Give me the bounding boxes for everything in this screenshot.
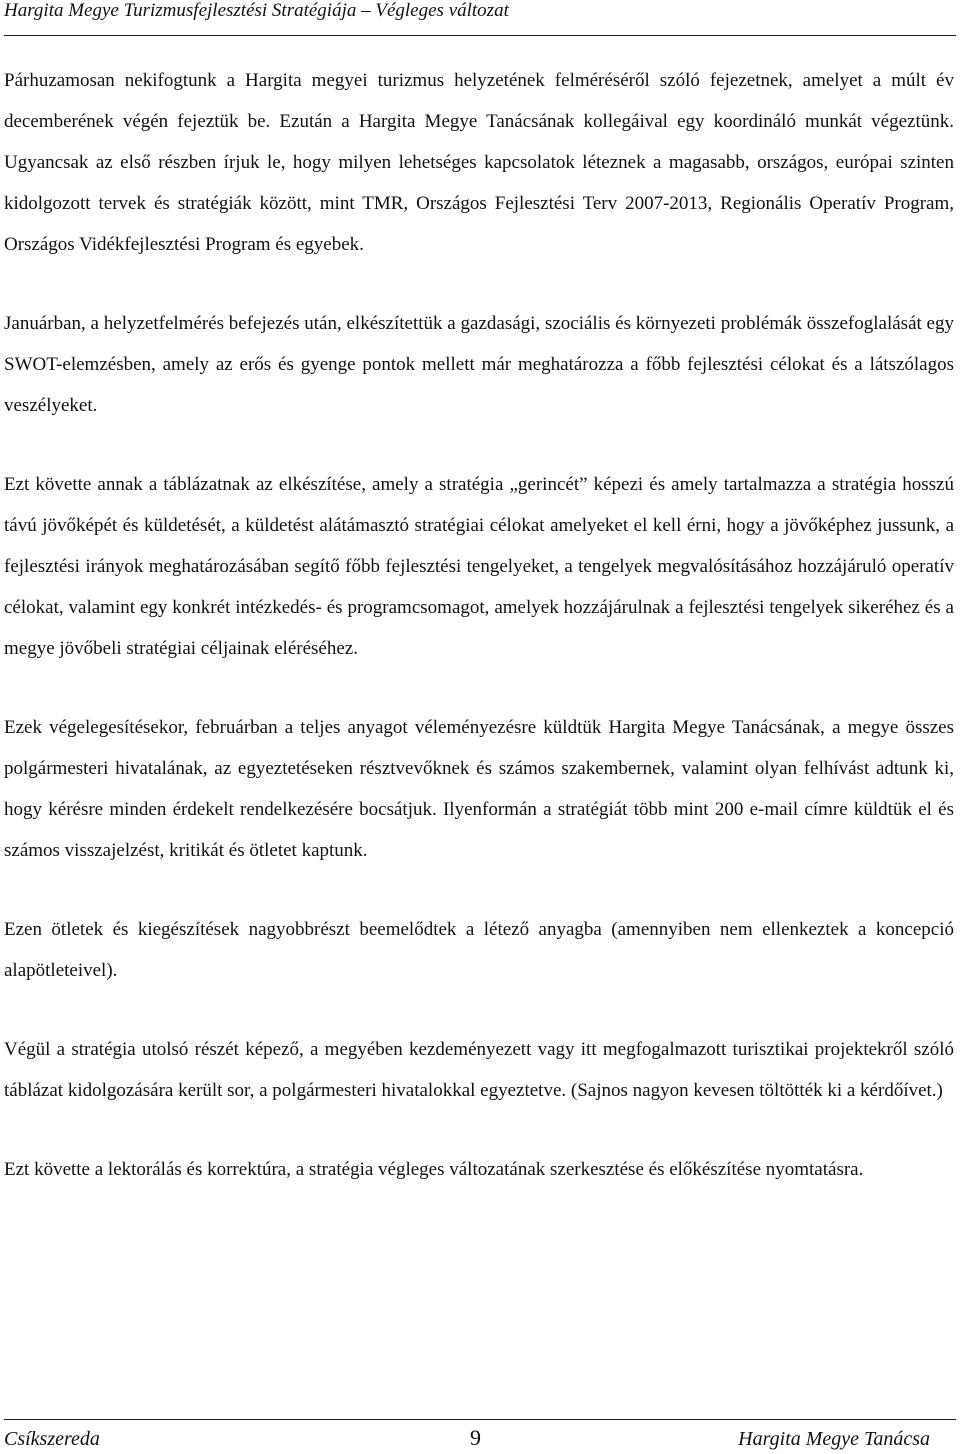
paragraph-5: Ezen ötletek és kiegészítések nagyobbrészt beemelődtek a létező anyagba (amennyiben nem ellenkeztek a koncepció alapötleteivel). (4, 919, 954, 981)
footer-divider (4, 1419, 956, 1420)
header-divider (4, 35, 956, 36)
paragraph-2: Januárban, a helyzetfelmérés befejezés után, elkészítettük a gazdasági, szociális és környezeti problémák összefoglalását egy SWOT-elemzésben, amely az erős és gyenge pontok mellett már meghatározza a főbb fejlesztési célokat és a látszólagos veszélyeket. (4, 313, 954, 416)
paragraph-6: Végül a stratégia utolsó részét képező, a megyében kezdeményezett vagy itt megfogalmazott turisztikai projektekről szóló táblázat kidolgozására került sor, a polgármesteri hivatalokkal egyeztetve. (Sajnos nagyon kevesen töltötték ki a kérdőívet.) (4, 1039, 954, 1101)
paragraph-3: Ezt követte annak a táblázatnak az elkészítése, amely a stratégia „gerincét” képezi és amely tartalmazza a stratégia hosszú távú jövőképét és küldetését, a küldetést alátámasztó stratégiai célokat amelyeket el kell érni, hogy a jövőképhez jussunk, a fejlesztési irányok meghatározásában segítő főbb fejlesztési tengelyeket, a tengelyek megvalósításához hozzájáruló operatív célokat, valamint egy konkrét intézkedés- és programcsomagot, amelyek hozzájárulnak a fejlesztési tengelyek sikeréhez és a megye jövőbeli stratégiai céljainak eléréséhez. (4, 474, 954, 659)
page-header (4, 0, 956, 40)
page-footer (4, 1415, 956, 1451)
paragraph-1: Párhuzamosan nekifogtunk a Hargita megyei turizmus helyzetének felméréséről szóló fejezetnek, amelyet a múlt év decemberének végén fejeztük be. Ezután a Hargita Megye Tanácsának kollegáival egy koordináló munkát végeztünk. Ugyancsak az első részben írjuk le, hogy milyen lehetséges kapcsolatok léteznek a magasabb, országos, európai szinten kidolgozott tervek és stratégiák között, mint TMR, Országos Fejlesztési Terv 2007-2013, Regionális Operatív Program, Országos Vidékfejlesztési Program és egyebek. (4, 70, 954, 255)
paragraph-7: Ezt követte a lektorálás és korrektúra, a stratégia végleges változatának szerkesztése és előkészítése nyomtatásra. (4, 1159, 864, 1180)
document-title: Hargita Megye Turizmusfejlesztési Stratégiája – Végleges változat (4, 0, 509, 21)
footer-publisher: Hargita Megye Tanácsa (738, 1428, 930, 1450)
paragraph-4: Ezek végelegesítésekor, februárban a teljes anyagot véleményezésre küldtük Hargita Megye Tanácsának, a megye összes polgármesteri hivatalának, az egyeztetéseken résztvevőknek és számos szakembernek, valamint olyan felhívást adtunk ki, hogy kérésre minden érdekelt rendelkezésére bocsátjuk. Ilyenformán a stratégiát több mint 200 e-mail címre küldtük el és számos visszajelzést, kritikát és ötletet kaptunk. (4, 717, 954, 861)
document-body (4, 60, 954, 1228)
footer-location: Csíkszereda (4, 1428, 100, 1450)
page-number: 9 (470, 1425, 481, 1450)
